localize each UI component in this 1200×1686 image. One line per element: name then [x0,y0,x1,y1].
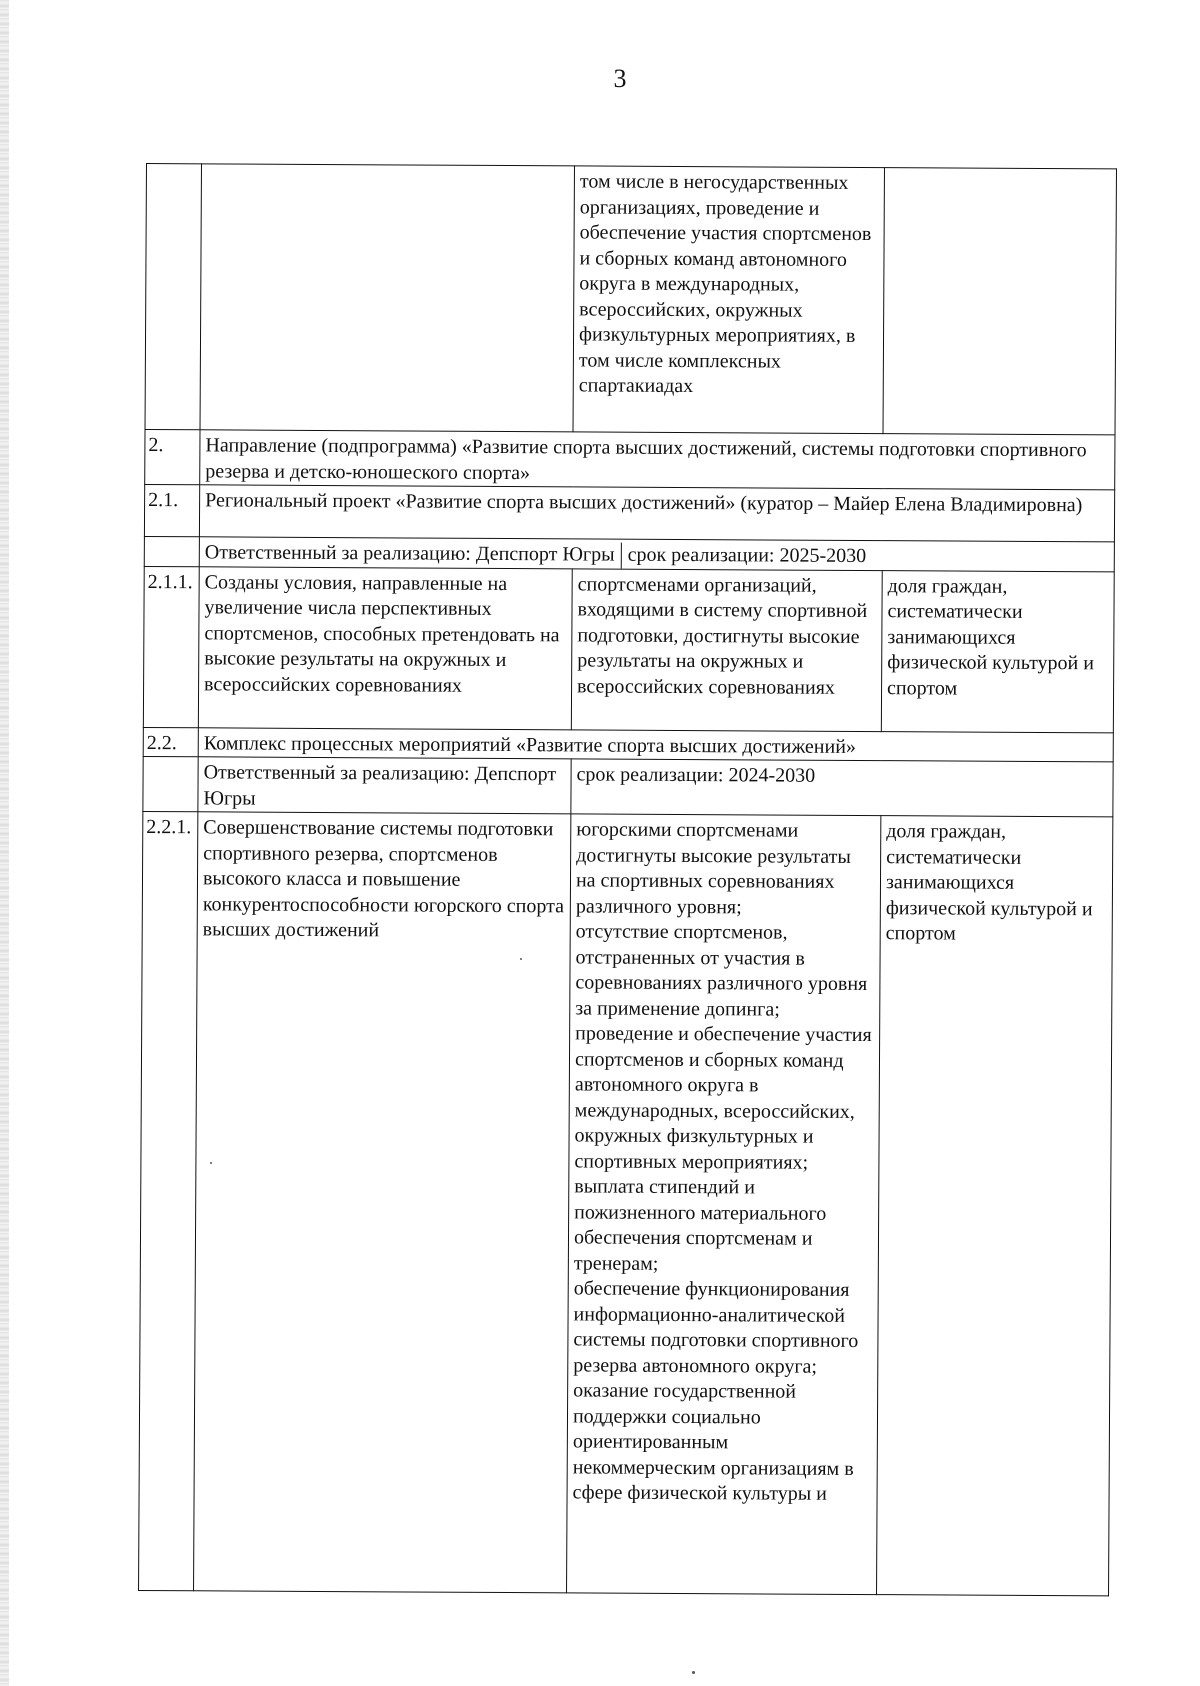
direction-title-cell: Направление (подпрограмма) «Развитие спорта высших достижений, системы подготовки спортивного резерва и детско-юношеского спорта» [200,430,1115,490]
scan-speck [692,1671,695,1674]
table-row-direction-2 [145,429,1115,489]
structure-element-cell: Созданы условия, направленные на увеличение числа перспективных спортсменов, способных претендовать на высокие результаты на окружных и всероссийских соревнованиях [198,566,572,729]
responsible-text: Ответственный за реализацию: Депспорт Югры [205,540,622,568]
row-number-cell [144,536,199,566]
program-table [138,163,1117,1596]
structure-element-cell: Совершенствование системы подготовки спортивного резерва, спортсменов высокого класса и повышение конкурентоспособности югорского спорта высших достижений [194,812,571,1593]
row-number-cell: 2.1.1. [143,566,199,727]
page-number: 3 [613,64,627,93]
result-cell: югорскими спортсменами достигнуты высокие результаты на спортивных соревнованиях различного уровня; отсутствие спортсменов, отстраненных от участия в соревнованиях различного уровня за применение допинга; проведение и обеспечение участия спортсменов и сборных команд автономного округа в международных, всероссийских, окружных физкультурных и спортивных мероприятиях; выплата стипендий и пожизненного материального обеспечения спортсменам и тренерам; обеспечение функционирования информационно-аналитической системы подготовки спортивного резерва автономного округа; оказание государственной поддержки социально ориентированным некоммерческим организациям в сфере физической культуры и [567,814,881,1595]
responsible-cell [199,537,1114,572]
table-row-project-2-1 [144,484,1114,541]
term-cell: срок реализации: 2024-2030 [571,759,1113,817]
indicator-cell: доля граждан, систематически занимающихся физической культурой и спортом [877,816,1113,1596]
row-number-cell [145,164,201,430]
complex-title-cell: Комплекс процессных мероприятий «Развитие спорта высших достижений» [198,727,1113,762]
table-row-2-1-1 [143,566,1114,732]
scan-speck [520,958,522,960]
row-number-cell [143,756,198,811]
result-cell: спортсменами организаций, входящими в систему спортивной подготовки, достигнуты высокие результаты на окружных и всероссийских соревнованиях [571,568,882,731]
row-number-cell: 2. [145,429,200,484]
row-number-cell: 2.1. [144,484,199,536]
table-row-complex-2-2 [143,727,1113,762]
scan-edge [0,0,9,1686]
row-number-cell: 2.2. [143,727,198,757]
table-row-2-2-1 [139,811,1113,1595]
indicator-cell [883,168,1116,435]
scan-speck [210,1162,212,1164]
table-row-responsible-2-1 [144,536,1114,571]
table-row-responsible-2-2 [143,756,1113,816]
structure-element-cell [200,164,574,432]
indicator-cell: доля граждан, систематически занимающихся физической культурой и спортом [881,570,1114,732]
term-text: срок реализации: 2025-2030 [627,543,867,568]
row-number-cell: 2.2.1. [139,811,198,1590]
responsible-cell: Ответственный за реализацию: Депспорт Югры [198,757,571,814]
result-cell: том числе в негосударственных организациях, проведение и обеспечение участия спортсменов и сборных команд автономного округа в международных, всероссийских, окружных физкультурных мероприятиях, в том числе комплексных спартакиадах [573,166,884,434]
table-row-continued [145,164,1116,435]
project-title-cell: Региональный проект «Развитие спорта высших достижений» (куратор – Майер Елена Владимировна) [199,485,1114,542]
